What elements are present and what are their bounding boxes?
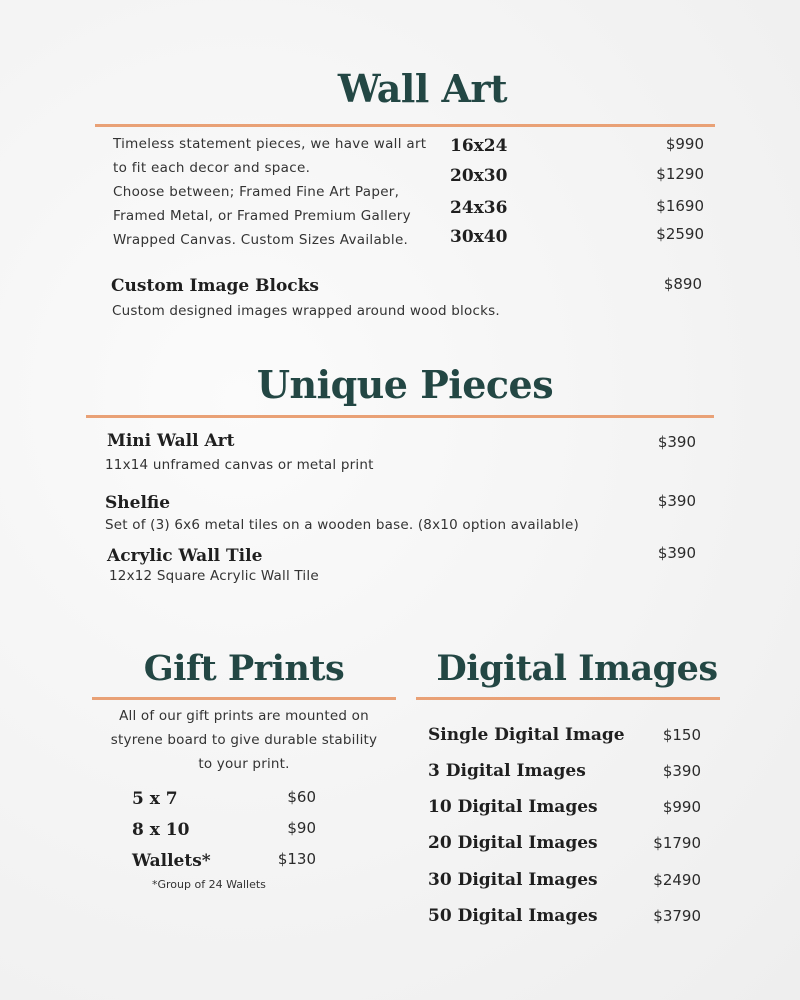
custom-blocks-description: Custom designed images wrapped around wood blocks. <box>112 303 500 319</box>
gift-prints-description-line: styrene board to give durable stability <box>110 732 378 748</box>
gift-prints-description-line: to your print. <box>198 756 290 772</box>
unique-item-description: Set of (3) 6x6 metal tiles on a wooden base. (8x10 option available) <box>105 517 579 533</box>
digital-item-name: 20 Digital Images <box>428 833 598 853</box>
gift-prints-description-line: All of our gift prints are mounted on <box>119 708 369 724</box>
unique-item-price: $390 <box>657 492 696 510</box>
digital-item-name: Single Digital Image <box>428 725 625 745</box>
wall-art-size: 16x24 <box>450 136 508 156</box>
custom-blocks-price: $890 <box>663 275 702 293</box>
unique-pieces-divider <box>86 415 714 418</box>
digital-item-price: $390 <box>662 762 701 780</box>
gift-prints-description <box>92 704 396 776</box>
gift-print-name: Wallets* <box>132 851 211 871</box>
gift-print-name: 8 x 10 <box>132 820 190 840</box>
gift-print-name: 5 x 7 <box>132 789 178 809</box>
gift-print-price: $60 <box>287 788 316 806</box>
digital-images-heading: Digital Images <box>436 648 718 689</box>
digital-item-name: 10 Digital Images <box>428 797 598 817</box>
wall-art-description-line: Timeless statement pieces, we have wall art <box>113 136 427 152</box>
custom-blocks-title: Custom Image Blocks <box>111 276 320 296</box>
wall-art-description <box>113 132 433 252</box>
digital-item-price: $3790 <box>653 907 701 925</box>
gift-print-price: $90 <box>287 819 316 837</box>
unique-item-title: Mini Wall Art <box>107 431 235 451</box>
wall-art-heading: Wall Art <box>337 66 508 111</box>
digital-item-name: 3 Digital Images <box>428 761 586 781</box>
wall-art-description-line: Framed Metal, or Framed Premium Gallery <box>113 208 411 224</box>
unique-item-title: Shelfie <box>105 493 171 513</box>
wall-art-description-line: Choose between; Framed Fine Art Paper, <box>113 184 400 200</box>
wall-art-description-line: Wrapped Canvas. Custom Sizes Available. <box>113 232 409 248</box>
unique-pieces-heading: Unique Pieces <box>256 362 554 407</box>
wall-art-price: $1690 <box>656 197 704 215</box>
digital-item-name: 30 Digital Images <box>428 870 598 890</box>
unique-item-price: $390 <box>657 544 696 562</box>
unique-item-price: $390 <box>657 433 696 451</box>
wall-art-description-line: to fit each decor and space. <box>113 160 311 176</box>
gift-prints-divider <box>92 697 396 700</box>
digital-item-price: $2490 <box>653 871 701 889</box>
wall-art-divider <box>95 124 715 127</box>
unique-item-description: 11x14 unframed canvas or metal print <box>105 457 374 473</box>
gift-prints-heading: Gift Prints <box>143 648 345 689</box>
gift-prints-footnote: *Group of 24 Wallets <box>152 878 266 891</box>
digital-item-name: 50 Digital Images <box>428 906 598 926</box>
wall-art-size: 30x40 <box>450 227 508 247</box>
digital-item-price: $990 <box>662 798 701 816</box>
wall-art-price: $990 <box>665 135 704 153</box>
unique-item-description: 12x12 Square Acrylic Wall Tile <box>109 568 319 584</box>
gift-print-price: $130 <box>277 850 316 868</box>
digital-item-price: $150 <box>662 726 701 744</box>
wall-art-size: 24x36 <box>450 198 508 218</box>
unique-item-title: Acrylic Wall Tile <box>107 546 263 566</box>
wall-art-price: $2590 <box>656 225 704 243</box>
digital-images-divider <box>416 697 720 700</box>
wall-art-price: $1290 <box>656 165 704 183</box>
digital-item-price: $1790 <box>653 834 701 852</box>
wall-art-size: 20x30 <box>450 166 508 186</box>
